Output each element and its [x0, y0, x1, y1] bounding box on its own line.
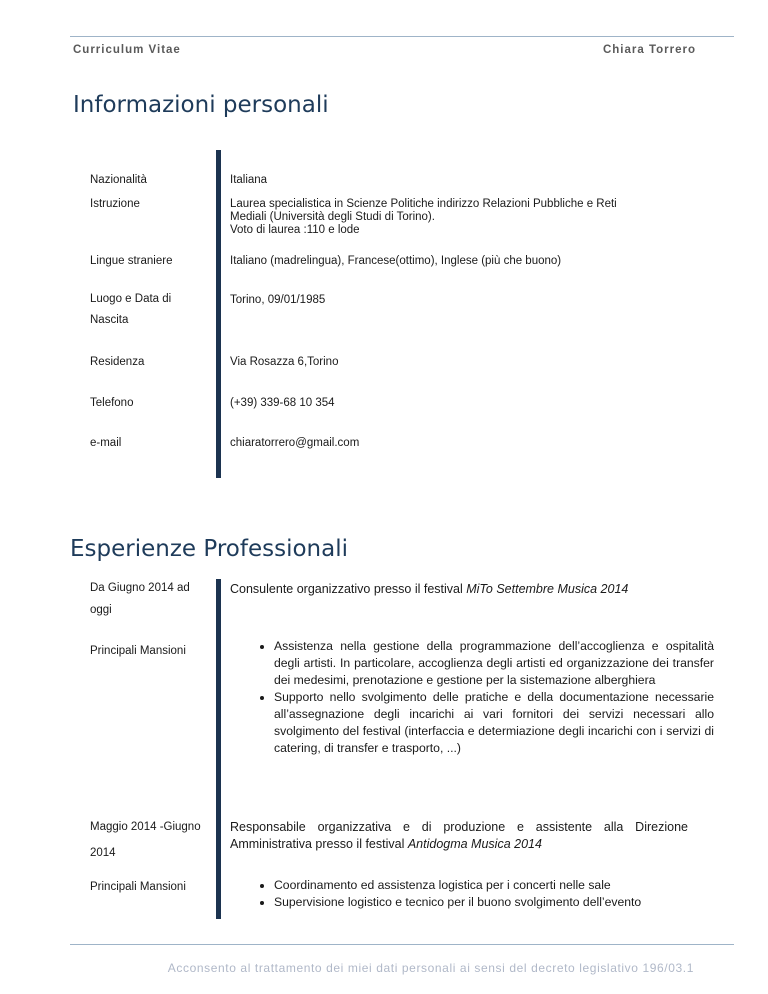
section-title-experience: Esperienze Professionali: [70, 536, 348, 562]
value-birth: Torino, 09/01/1985: [230, 294, 326, 306]
label-residence: Residenza: [90, 356, 145, 368]
experience-2-period: [90, 817, 218, 863]
header-title: Curriculum Vitae: [73, 44, 181, 56]
label-phone: Telefono: [90, 397, 134, 409]
header-name: Chiara Torrero: [602, 44, 696, 56]
list-item: • Supporto nello svolgimento delle pratiche e della documentazione necessarie all’assegnazione degli incarichi ai vari fornitori dei servizi necessari allo svolgimento del festival (interfaccia e determiazione degli incarichi con i servizi di catering, di transfer e trasporto, ...): [274, 689, 714, 757]
experience-1-period-line2: oggi: [90, 604, 112, 616]
experience-2-role: [230, 819, 688, 853]
list-item: • Supervisione logistico e tecnico per il buono svolgimento dell’evento: [274, 894, 714, 911]
value-residence: Via Rosazza 6,Torino: [230, 356, 339, 368]
value-phone: (+39) 339-68 10 354: [230, 397, 335, 409]
label-email: e-mail: [90, 437, 122, 449]
label-nationality: Nazionalità: [90, 174, 147, 186]
value-email: chiaratorrero@gmail.com: [230, 437, 360, 449]
header-rule: [70, 36, 734, 37]
section-bar-personal: [216, 150, 221, 478]
experience-2-duties-label: Principali Mansioni: [90, 881, 186, 893]
experience-1-period: [90, 578, 218, 620]
value-education-line3: Voto di laurea :110 e lode: [230, 224, 360, 236]
value-education-line1: Laurea specialistica in Scienze Politiche indirizzo Relazioni Pubbliche e Reti: [230, 198, 617, 210]
experience-2-period-line2: 2014: [90, 847, 116, 859]
label-birth-line1: Luogo e Data di: [90, 293, 172, 305]
label-birth-line2: Nascita: [90, 314, 129, 326]
value-languages: Italiano (madrelingua), Francese(ottimo), Inglese (più che buono): [230, 255, 562, 267]
experience-1-role-text: Consulente organizzativo presso il festival: [230, 582, 467, 596]
value-education-line2: Mediali (Università degli Studi di Torino).: [230, 211, 435, 223]
label-education: Istruzione: [90, 198, 140, 210]
experience-1-duties: [248, 638, 714, 757]
experience-2-duties: [248, 877, 714, 911]
experience-2-event: Antidogma Musica 2014: [407, 837, 542, 851]
list-item: • Coordinamento ed assistenza logistica per i concerti nelle sale: [274, 877, 714, 894]
experience-1-role: [230, 581, 688, 598]
section-bar-experience: [216, 579, 221, 919]
section-title-personal: Informazioni personali: [73, 92, 329, 118]
experience-1-period-line1: Da Giugno 2014 ad: [90, 582, 190, 594]
experience-2-role-text: Responsabile organizzativa e di produzione e assistente alla Direzione Amministrativa presso il festival: [230, 820, 688, 851]
value-education: [230, 198, 670, 237]
label-birth: [90, 289, 215, 330]
footer-consent: Acconsento al trattamento dei miei dati personali ai sensi del decreto legislativo 196/03.1: [167, 961, 694, 975]
experience-1-duties-label: Principali Mansioni: [90, 645, 186, 657]
label-languages: Lingue straniere: [90, 255, 173, 267]
experience-2-period-line1: Maggio 2014 -Giugno: [90, 821, 201, 833]
value-nationality: Italiana: [230, 174, 268, 186]
experience-1-event: MiTo Settembre Musica 2014: [466, 582, 629, 596]
footer-rule: [70, 944, 734, 945]
list-item: • Assistenza nella gestione della programmazione dell’accoglienza e ospitalità degli artisti. In particolare, accoglienza degli artisti ed organizzazione dei transfer dei medesimi, prenotazione e gestione per la sistemazione alberghiera: [274, 638, 714, 689]
